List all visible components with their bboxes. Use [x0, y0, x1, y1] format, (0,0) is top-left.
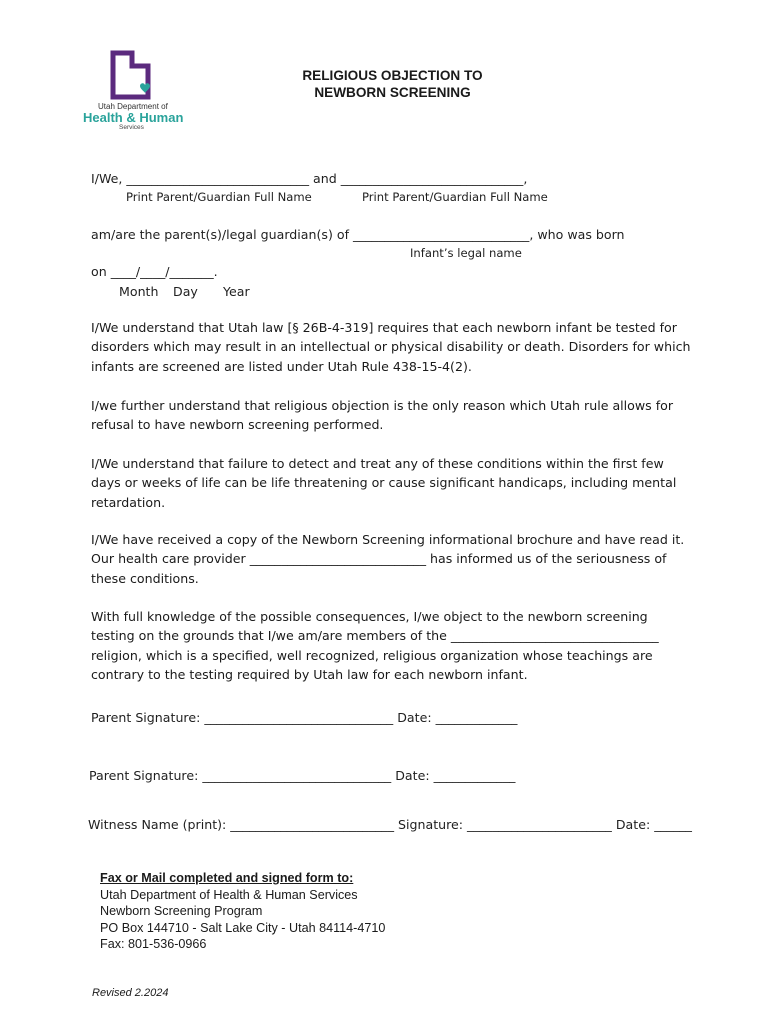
parent2-signature-line[interactable]: Parent Signature: ______________________________ Date: _____________: [89, 768, 516, 783]
paragraph-brochure: [91, 530, 711, 588]
mailing-line: Newborn Screening Program: [100, 904, 263, 918]
paragraph-line: With full knowledge of the possible consequences, I/we object to the newborn screening: [91, 609, 648, 624]
revision-date: Revised 2.2024: [92, 987, 169, 999]
paragraph-religious-objection: [91, 396, 711, 435]
witness-signature-line[interactable]: Witness Name (print): __________________________ Signature: _______________________ Date: ______: [88, 817, 692, 832]
paragraph-line: I/we further understand that religious objection is the only reason which Utah rule allows for: [91, 398, 674, 413]
day-caption: Day: [173, 284, 198, 299]
religion-field[interactable]: testing on the grounds that I/we am/are members of the _________________________________: [91, 628, 659, 644]
infant-name-caption: Infant’s legal name: [410, 246, 522, 260]
mailing-heading: Fax or Mail completed and signed form to:: [100, 871, 354, 885]
utah-state-icon: [108, 50, 158, 102]
title-line1: RELIGIOUS OBJECTION TO: [302, 68, 483, 83]
paragraph-utah-law: [91, 318, 711, 376]
paragraph-line: refusal to have newborn screening performed.: [91, 417, 384, 433]
logo-text-line2: Health & Human: [83, 110, 184, 125]
title-line2: NEWBORN SCREENING: [314, 85, 471, 100]
paragraph-failure-to-detect: [91, 454, 711, 512]
paragraph-line: infants are screened are listed under Utah Rule 438-15-4(2).: [91, 358, 472, 374]
paragraph-line: disorders which may result in an intellectual or physical disability or death. Disorders for which: [91, 339, 691, 355]
mailing-instructions: [100, 870, 385, 953]
paragraph-line: I/We understand that failure to detect and treat any of these conditions within the first few: [91, 456, 664, 471]
guardian-line[interactable]: am/are the parent(s)/legal guardian(s) of ____________________________, who was born: [91, 227, 625, 242]
mailing-line: Utah Department of Health & Human Services: [100, 887, 358, 902]
birth-date-line[interactable]: on ____/____/_______.: [91, 264, 218, 279]
month-caption: Month: [119, 284, 159, 299]
logo-text-line1: Utah Department of: [98, 102, 168, 111]
parent1-signature-line[interactable]: Parent Signature: ______________________________ Date: _____________: [91, 710, 518, 725]
paragraph-objection-statement: [91, 607, 711, 685]
mailing-line: PO Box 144710 - Salt Lake City - Utah 84114-4710: [100, 920, 386, 935]
logo-text-line3: Services: [119, 124, 144, 131]
page-title: [200, 67, 585, 101]
parents-name-line[interactable]: I/We, _____________________________ and _____________________________,: [91, 171, 528, 186]
paragraph-line: I/We understand that Utah law [§ 26B-4-319] requires that each newborn infant be tested for: [91, 320, 677, 335]
paragraph-line: religion, which is a specified, well recognized, religious organization whose teachings are: [91, 647, 653, 663]
paragraph-line: these conditions.: [91, 570, 199, 586]
fax-number: Fax: 801-536-0966: [100, 937, 207, 951]
paragraph-line: retardation.: [91, 494, 166, 510]
health-care-provider-field[interactable]: Our health care provider ____________________________ has informed us of the seriousness of: [91, 551, 667, 567]
paragraph-line: contrary to the testing required by Utah law for each newborn infant.: [91, 667, 528, 683]
parent1-caption: Print Parent/Guardian Full Name: [126, 190, 312, 204]
paragraph-line: days or weeks of life can be life threatening or cause significant handicaps, including mental: [91, 475, 677, 491]
parent2-caption: Print Parent/Guardian Full Name: [362, 190, 548, 204]
year-caption: Year: [223, 284, 250, 299]
paragraph-line: I/We have received a copy of the Newborn Screening informational brochure and have read it.: [91, 532, 685, 547]
